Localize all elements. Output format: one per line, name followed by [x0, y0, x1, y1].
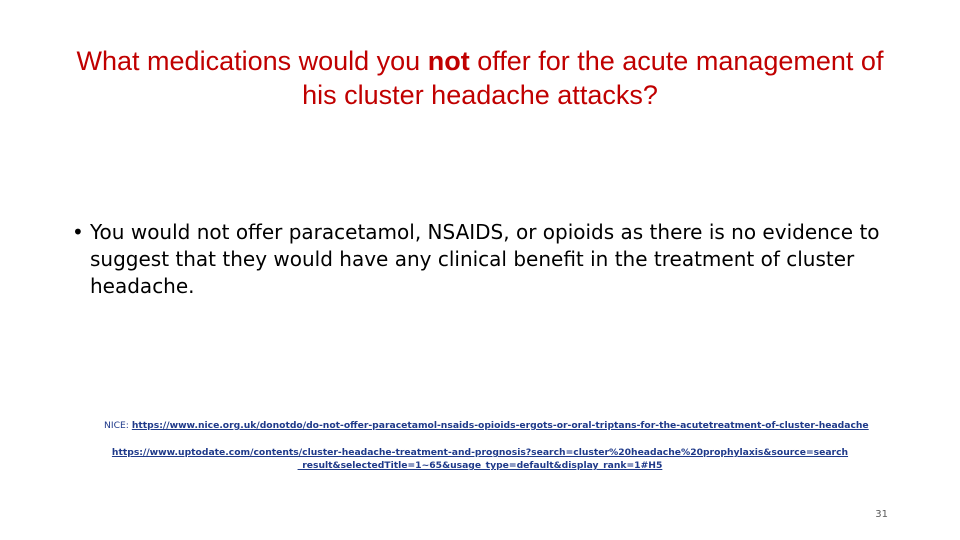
- bullet-marker: •: [72, 220, 84, 244]
- slide-title: [60, 44, 900, 112]
- nice-link[interactable]: https://www.nice.org.uk/donotdo/do-not-offer-paracetamol-nsaids-opioids-ergots-or-oral-triptans-for-the-acutetreatment-of-cluster-headache: [131, 420, 869, 431]
- title-part1: What medications would you: [76, 46, 428, 76]
- title-part2: offer for the acute management of his cluster headache attacks?: [302, 46, 884, 110]
- uptodate-link[interactable]: https://www.uptodate.com/contents/cluster-headache-treatment-and-prognosis?search=cluster%20headache%20prophylaxis&source=search_result&selectedTitle=1~65&usage_type=default&display_rank=1#H5: [111, 447, 849, 471]
- uptodate-reference: [110, 446, 850, 472]
- nice-reference: [104, 420, 884, 432]
- bullet-text: You would not offer paracetamol, NSAIDS, or opioids as there is no evidence to suggest that they would have any clinical benefit in the treatment of cluster headache.: [90, 220, 880, 298]
- bullet-point: [72, 219, 892, 300]
- nice-label: NICE:: [104, 420, 132, 431]
- title-emphasis: not: [427, 46, 470, 76]
- page-number: 31: [875, 509, 888, 520]
